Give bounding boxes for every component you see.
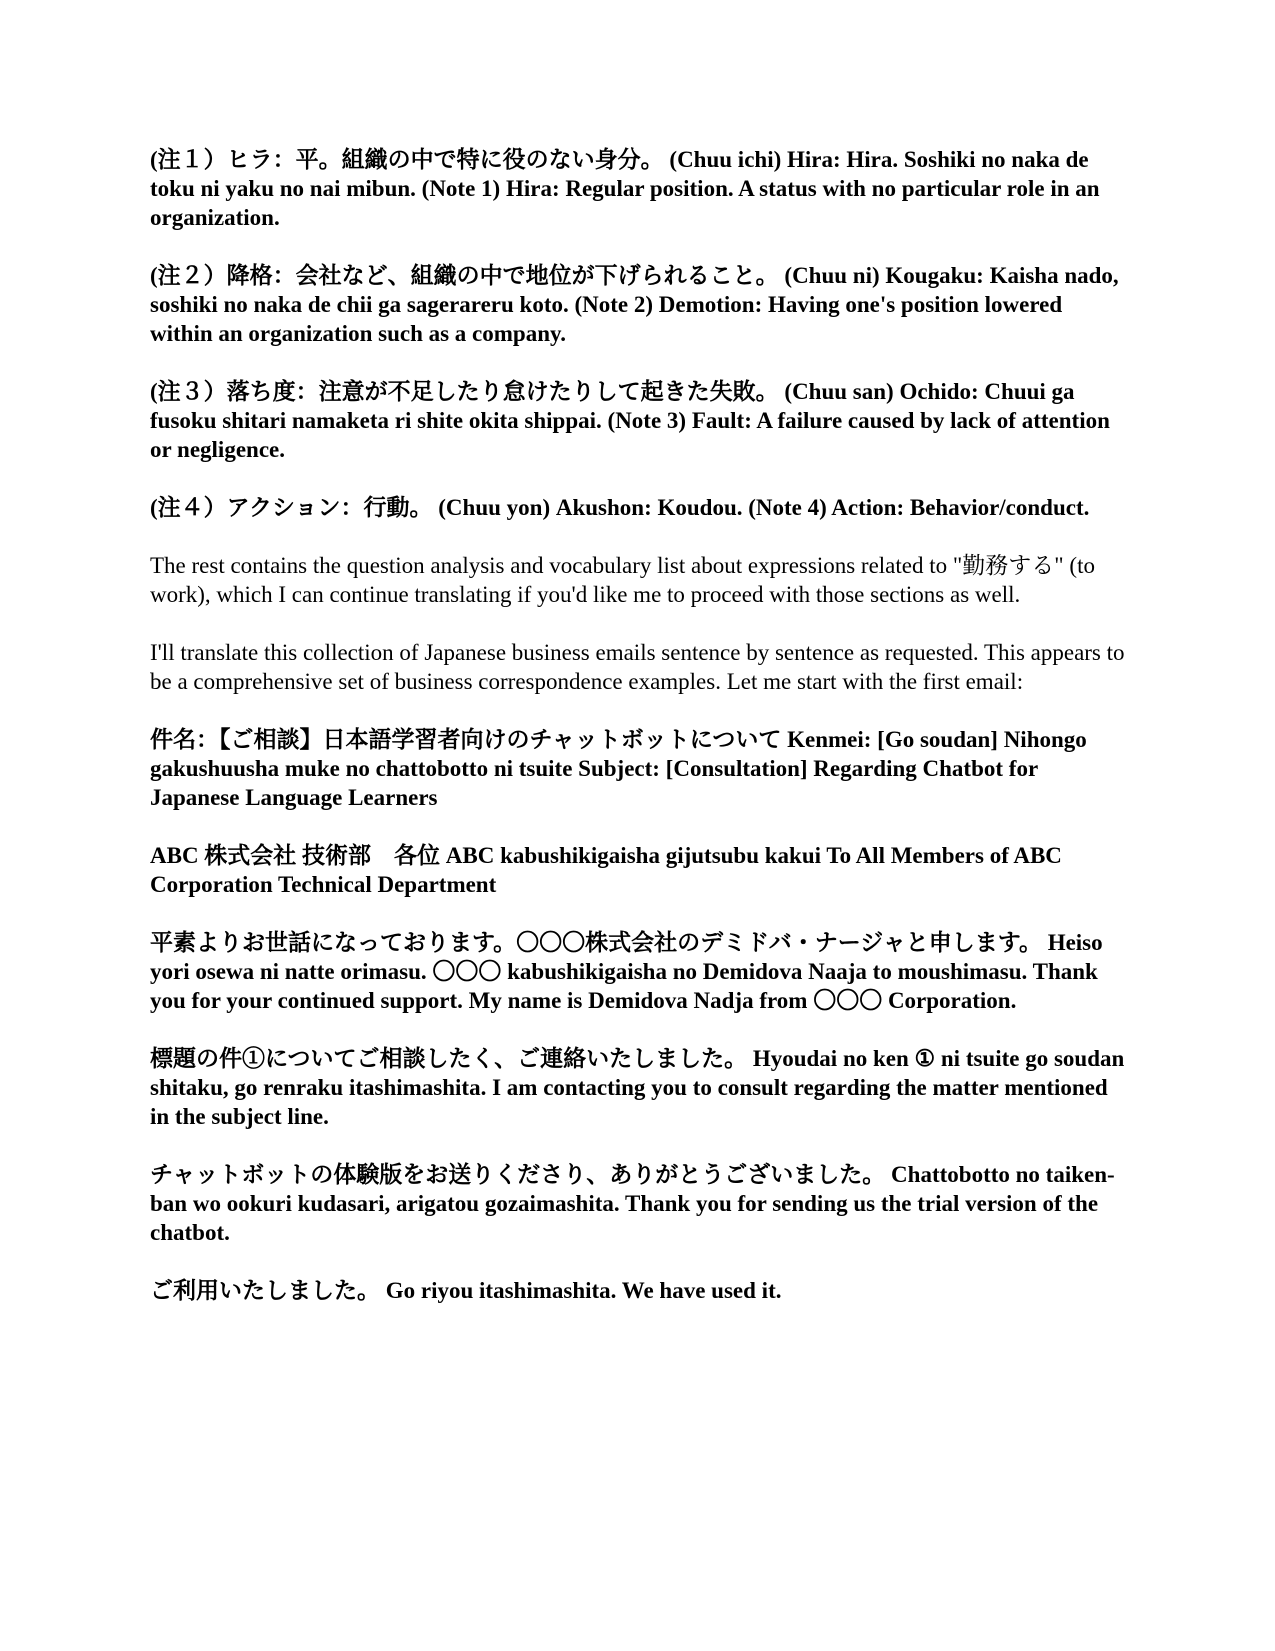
email-addressee-paragraph: ABC 株式会社 技術部 各位 ABC kabushikigaisha gijutsubu kakui To All Members of ABC Corporation Technical Department [150, 843, 1062, 897]
note-4-paragraph: (注４）アクション：行動。 (Chuu yon) Akushon: Koudou. (Note 4) Action: Behavior/conduct. [150, 495, 1090, 520]
note-3-paragraph: (注３）落ち度：注意が不足したり怠けたりして起きた失敗。 (Chuu san) Ochido: Chuui ga fusoku shitari namaketa ri shite okita shippai. (Note 3) Fault: A failure caused by lack of attention or negligence. [150, 379, 1110, 462]
document-page [150, 145, 1130, 1334]
note-1-paragraph: (注１）ヒラ：平。組織の中で特に役のない身分。 (Chuu ichi) Hira: Hira. Soshiki no naka de toku ni yaku no nai mibun. (Note 1) Hira: Regular position. A status with no particular role in an organization. [150, 147, 1100, 230]
translation-intro-paragraph: I'll translate this collection of Japanese business emails sentence by sentence as requested. This appears to be a comprehensive set of business correspondence examples. Let me start with the first email: [150, 640, 1125, 694]
email-thanks-paragraph: チャットボットの体験版をお送りくださり、ありがとうございました。 Chattobotto no taiken-ban wo ookuri kudasari, arigatou gozaimashita. Thank you for sending us the trial version of the chatbot. [150, 1162, 1115, 1245]
email-greeting-paragraph: 平素よりお世話になっております。〇〇〇株式会社のデミドバ・ナージャと申します。 Heiso yori osewa ni natte orimasu. 〇〇〇 kabushikigaisha no Demidova Naaja to moushimasu. Thank you for your continued support. My name is Demidova Nadja from 〇〇〇 Corporation. [150, 930, 1103, 1013]
email-subject-paragraph: 件名：【ご相談】日本語学習者向けのチャットボットについて Kenmei: [Go soudan] Nihongo gakushuusha muke no chattobotto ni tsuite Subject: [Consultation] Regarding Chatbot for Japanese Language Learners [150, 727, 1087, 810]
email-purpose-paragraph: 標題の件①についてご相談したく、ご連絡いたしました。 Hyoudai no ken ① ni tsuite go soudan shitaku, go renraku itashimashita. I am contacting you to consult regarding the matter mentioned in the subject line. [150, 1046, 1125, 1129]
email-usage-paragraph: ご利用いたしました。 Go riyou itashimashita. We have used it. [150, 1278, 782, 1303]
remaining-content-paragraph: The rest contains the question analysis and vocabulary list about expressions related to "勤務する" (to work), which I can continue translating if you'd like me to proceed with those sections as well. [150, 553, 1095, 607]
note-2-paragraph: (注２）降格：会社など、組織の中で地位が下げられること。 (Chuu ni) Kougaku: Kaisha nado, soshiki no naka de chii ga sagerareru koto. (Note 2) Demotion: Having one's position lowered within an organization such as a company. [150, 263, 1119, 346]
